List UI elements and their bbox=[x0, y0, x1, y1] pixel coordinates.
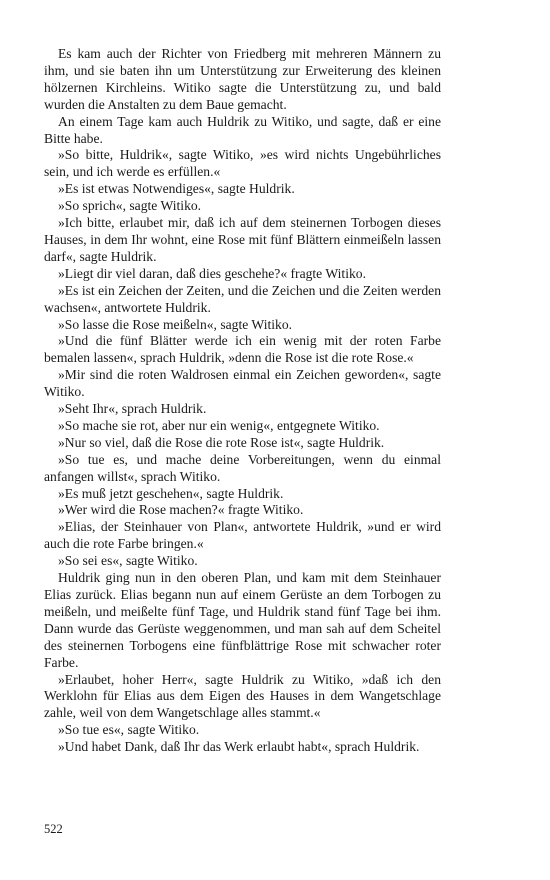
paragraph: »Es ist etwas Notwendiges«, sagte Huldrik. bbox=[58, 181, 295, 197]
paragraph: »Es ist ein Zeichen der Zeiten, und die Zeichen und die Zeiten werden wachsen«, antwortete Huldrik. bbox=[44, 282, 441, 315]
paragraph: »Es muß jetzt geschehen«, sagte Huldrik. bbox=[58, 485, 284, 501]
paragraph: »Erlaubet, hoher Herr«, sagte Huldrik zu Witiko, »daß ich den Werklohn für Elias aus dem Eigen des Hauses in dem Wangetschlage zahle, weil von dem Wangetschlage alles stammt.« bbox=[44, 671, 441, 721]
paragraph: »So tue es«, sagte Witiko. bbox=[58, 722, 200, 738]
paragraph: »Und die fünf Blätter werde ich ein wenig mit der roten Farbe bemalen lassen«, sprach Huldrik, »denn die Rose ist die rote Rose.« bbox=[44, 333, 441, 366]
paragraph: Es kam auch der Richter von Friedberg mit mehreren Männern zu ihm, und sie baten ihn um Unterstützung zur Erweiterung des kleinen hölzernen Kirchleins. Witiko sagte die Unterstützung zu, und bald wurden die Anstalten zu dem Baue gemacht. bbox=[44, 46, 441, 112]
paragraph: »So lasse die Rose meißeln«, sagte Witiko. bbox=[58, 316, 293, 332]
page-body bbox=[44, 46, 441, 806]
paragraph: »So sei es«, sagte Witiko. bbox=[58, 553, 198, 569]
paragraph: »Seht Ihr«, sprach Huldrik. bbox=[58, 401, 207, 417]
paragraph: Huldrik ging nun in den oberen Plan, und kam mit dem Steinhauer Elias zurück. Elias begann nun auf einem Gerüste an dem Torbogen zu meißeln, und meißelte fünf Tage, und Huldrik stand fünf Tage bei ihm. Dann wurde das Gerüste weggenommen, und man sah auf dem Scheitel des steinernen Torbogens eine fünfblättrige Rose mit schwacher roter Farbe. bbox=[44, 570, 441, 670]
paragraph: »So mache sie rot, aber nur ein wenig«, entgegnete Witiko. bbox=[58, 417, 380, 433]
paragraph: »Wer wird die Rose machen?« fragte Witiko. bbox=[58, 502, 304, 518]
paragraph: »So sprich«, sagte Witiko. bbox=[58, 198, 202, 214]
paragraph: »So tue es, und mache deine Vorbereitungen, wenn du einmal anfangen willst«, sprach Witiko. bbox=[44, 451, 441, 484]
paragraph: »Ich bitte, erlaubet mir, daß ich auf dem steinernen Torbogen dieses Hauses, in dem Ihr wohnt, eine Rose mit fünf Blättern einmeißeln lassen darf«, sagte Huldrik. bbox=[44, 215, 441, 264]
paragraph: »Und habet Dank, daß Ihr das Werk erlaubt habt«, sprach Huldrik. bbox=[58, 739, 420, 755]
paragraph: »Liegt dir viel daran, daß dies geschehe?« fragte Witiko. bbox=[58, 265, 366, 281]
paragraph: An einem Tage kam auch Huldrik zu Witiko, und sagte, daß er eine Bitte habe. bbox=[44, 113, 441, 146]
page-number: 522 bbox=[44, 822, 63, 836]
paragraph: »So bitte, Huldrik«, sagte Witiko, »es wird nichts Ungebührliches sein, und ich werde es erfüllen.« bbox=[44, 147, 441, 180]
paragraph: »Nur so viel, daß die Rose die rote Rose ist«, sagte Huldrik. bbox=[58, 434, 385, 450]
paragraph: »Elias, der Steinhauer von Plan«, antwortete Huldrik, »und er wird auch die rote Farbe bringen.« bbox=[44, 519, 441, 552]
paragraph: »Mir sind die roten Waldrosen einmal ein Zeichen geworden«, sagte Witiko. bbox=[44, 367, 441, 400]
